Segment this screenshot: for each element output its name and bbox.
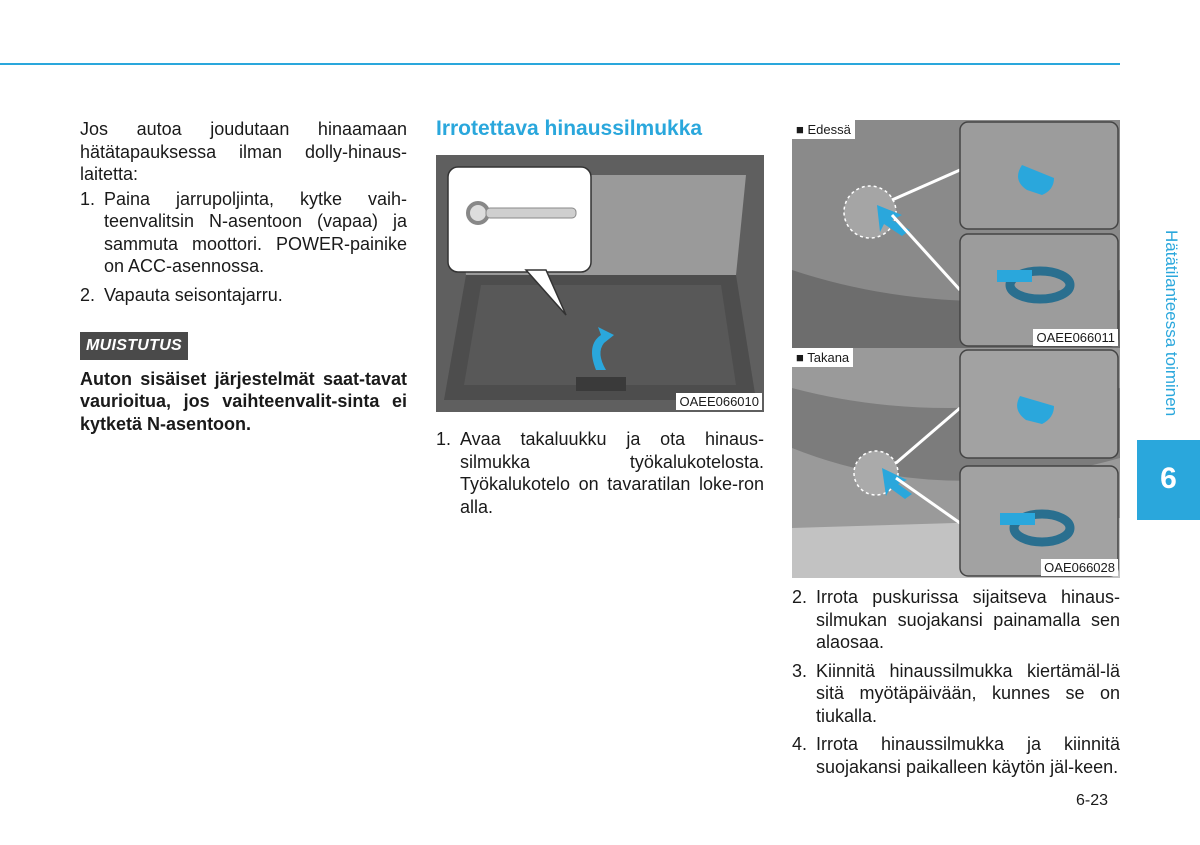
right-step-list <box>792 586 1120 778</box>
list-item <box>792 733 1120 778</box>
chapter-tab <box>1137 440 1200 520</box>
header-rule <box>0 63 1120 65</box>
figure-label-front: ■ Edessä <box>792 120 855 139</box>
rear-bumper-illustration <box>792 348 1120 578</box>
step-number: 4. <box>792 734 808 754</box>
step-number: 2. <box>792 587 808 607</box>
chapter-number: 6 <box>1160 462 1177 495</box>
list-item <box>80 284 407 307</box>
chapter-title-text: Hätätilanteessa toiminen <box>1162 230 1181 417</box>
figure-code: OAEE066010 <box>676 393 762 410</box>
front-bumper-illustration <box>792 120 1120 348</box>
step-number: 1. <box>436 429 452 449</box>
step-text: Irrota hinaussilmukka ja kiinnitä suojakansi paikalleen käytön jäl-keen. <box>816 734 1120 777</box>
chapter-title <box>1155 230 1185 460</box>
list-item <box>792 660 1120 728</box>
front-bumper-figure <box>792 120 1120 348</box>
list-item <box>792 586 1120 654</box>
trunk-illustration <box>436 155 764 412</box>
section-heading: Irrotettava hinaussilmukka <box>436 117 703 140</box>
left-step-list <box>80 188 407 307</box>
step-text: Vapauta seisontajarru. <box>104 284 283 305</box>
list-item <box>436 428 764 518</box>
intro-paragraph: Jos autoa joudutaan hinaamaan hätätapauksessa ilman dolly-hinaus-laitetta: <box>80 119 407 184</box>
step-text: Irrota puskurissa sijaitseva hinaus-silmukan suojakansi painamalla sen alaosaa. <box>816 587 1120 652</box>
note-badge: MUISTUTUS <box>80 332 188 360</box>
note-text: Auton sisäiset järjestelmät saat-tavat vaurioitua, jos vaihteenvalit-sinta ei kytketä N-asentoon. <box>80 368 407 434</box>
figure-code: OAE066028 <box>1041 559 1118 576</box>
note-block <box>80 332 407 435</box>
trunk-figure <box>436 155 764 412</box>
step-text: Kiinnitä hinaussilmukka kiertämäl-lä sitä myötäpäivään, kunnes se on tiukalla. <box>816 660 1120 726</box>
middle-step-list <box>436 428 764 518</box>
step-text: Avaa takaluukku ja ota hinaus-silmukka työkalukotelosta. Työkalukotelo on tavaratilan loke-ron alla. <box>460 429 764 517</box>
step-number: 2. <box>80 284 96 305</box>
figure-code: OAEE066011 <box>1033 329 1118 346</box>
step-number: 3. <box>792 660 808 681</box>
right-steps <box>792 586 1120 778</box>
step-number: 1. <box>80 188 96 209</box>
middle-steps <box>436 428 764 518</box>
left-column <box>80 118 407 435</box>
rear-bumper-figure <box>792 348 1120 578</box>
step-text: Paina jarrupoljinta, kytke vaih-teenvalitsin N-asentoon (vapaa) ja sammuta moottori. POWER-painike on ACC-asennossa. <box>104 188 407 276</box>
figure-label-rear: ■ Takana <box>792 348 853 367</box>
list-item <box>80 188 407 278</box>
page-number: 6-23 <box>1076 792 1109 809</box>
